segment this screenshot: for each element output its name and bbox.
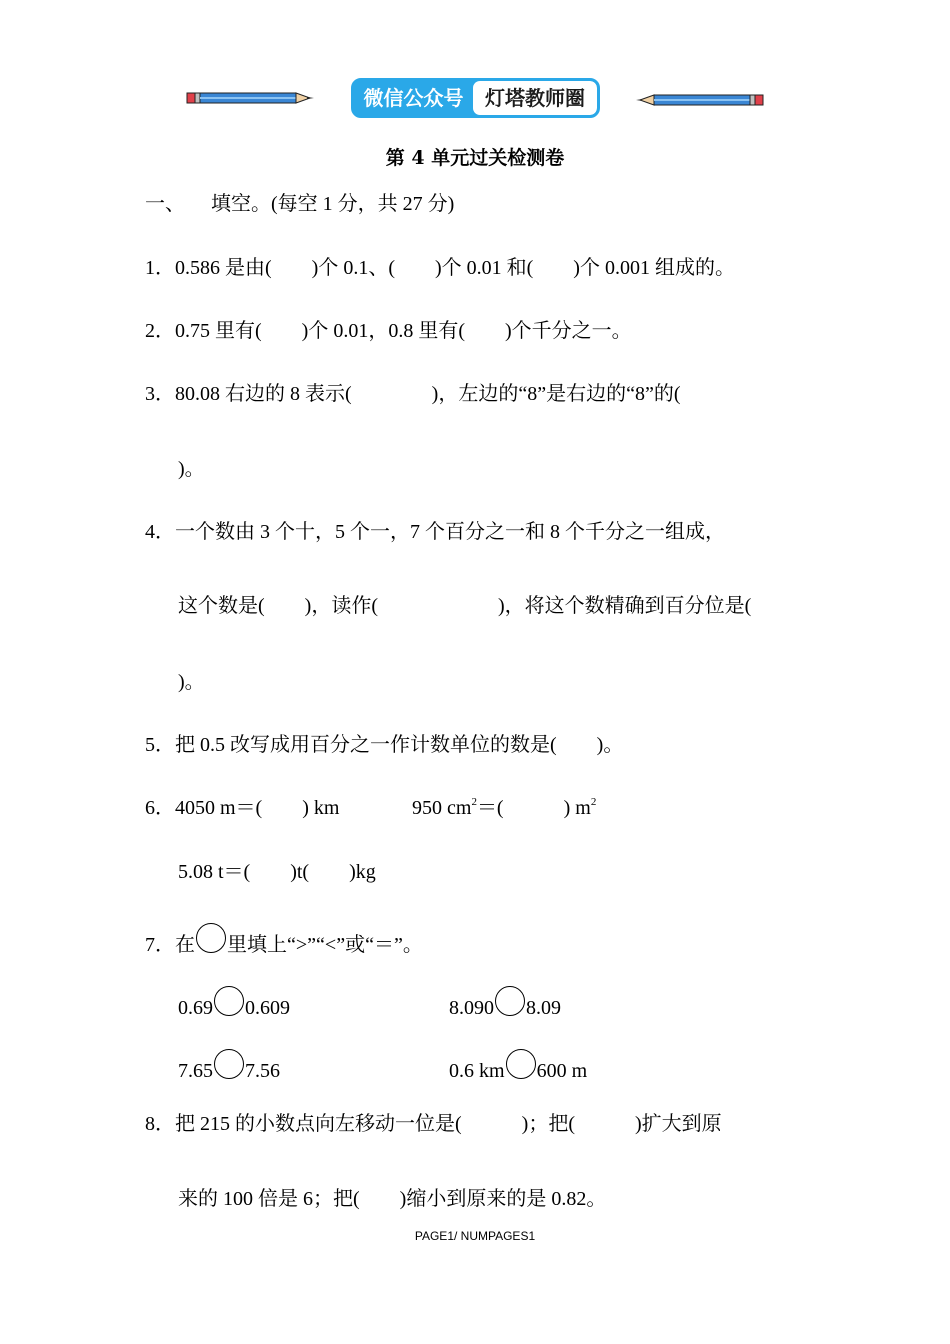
question-7 [145, 923, 423, 957]
page-title: 第 4 单元过关检测卷 [385, 147, 565, 169]
question-4-line-3: )。 [178, 671, 205, 693]
question-4-line-2: 这个数是( )，读作( )，将这个数精确到百分位是( [178, 595, 752, 617]
page-footer: PAGE1/ NUMPAGES1 [414, 1229, 536, 1243]
question-2: 2．0.75 里有( )个 0.01，0.8 里有( )个千分之一。 [145, 320, 632, 342]
q6-mid-text: ＝( ) m [476, 797, 591, 819]
compare-circle-icon [196, 923, 226, 953]
question-1: 1．0.586 是由( )个 0.1、( )个 0.01 和( )个 0.001 组成的。 [145, 257, 735, 279]
question-3-line-2: )。 [178, 458, 205, 480]
q6-unit-text: 950 cm [412, 797, 472, 819]
question-6-line-2: 5.08 t＝( )t( )kg [178, 861, 376, 883]
question-6-left: 6．4050 m＝( ) km [145, 797, 340, 819]
compare-right: 7.56 [245, 1060, 280, 1082]
banner-left-text: 微信公众号 [363, 86, 464, 110]
question-4-line-1: 4．一个数由 3 个十，5 个一，7 个百分之一和 8 个千分之一组成， [145, 521, 725, 543]
compare-left: 0.69 [178, 997, 213, 1019]
compare-circle-icon[interactable] [506, 1049, 536, 1079]
compare-item-2[interactable] [449, 986, 561, 1020]
q6-superscript: 2 [471, 796, 477, 808]
q6-superscript-2: 2 [590, 796, 597, 808]
question-3-line-1: 3．80.08 右边的 8 表示( )，左边的“8”是右边的“8”的( [145, 383, 681, 405]
question-8-line-2: 来的 100 倍是 6；把( )缩小到原来的是 0.82。 [178, 1188, 607, 1210]
q7-pre: 7．在 [145, 934, 195, 956]
question-5: 5．把 0.5 改写成用百分之一作计数单位的数是( )。 [145, 734, 624, 756]
compare-left: 8.090 [449, 997, 494, 1019]
question-8-line-1: 8．把 215 的小数点向左移动一位是( )；把( )扩大到原 [145, 1113, 722, 1135]
compare-right: 600 m [536, 1060, 588, 1082]
question-6-right [412, 796, 596, 820]
q7-post: 里填上“>”“<”或“＝”。 [227, 934, 423, 956]
compare-item-3[interactable] [178, 1049, 280, 1083]
compare-item-4[interactable] [449, 1049, 587, 1083]
pencil-right-icon [634, 92, 764, 108]
compare-circle-icon[interactable] [214, 986, 244, 1016]
section-text: 填空。(每空 1 分，共 27 分) [211, 193, 455, 215]
compare-right: 0.609 [245, 997, 290, 1019]
compare-left: 0.6 km [449, 1060, 505, 1082]
compare-item-1[interactable] [178, 986, 290, 1020]
pencil-left-icon [186, 90, 316, 106]
wechat-banner [351, 78, 600, 118]
compare-right: 8.09 [526, 997, 561, 1019]
banner-right-text: 灯塔教师圈 [473, 81, 597, 115]
section-label: 一、 [145, 193, 185, 215]
compare-circle-icon[interactable] [214, 1049, 244, 1079]
compare-left: 7.65 [178, 1060, 213, 1082]
compare-circle-icon[interactable] [495, 986, 525, 1016]
